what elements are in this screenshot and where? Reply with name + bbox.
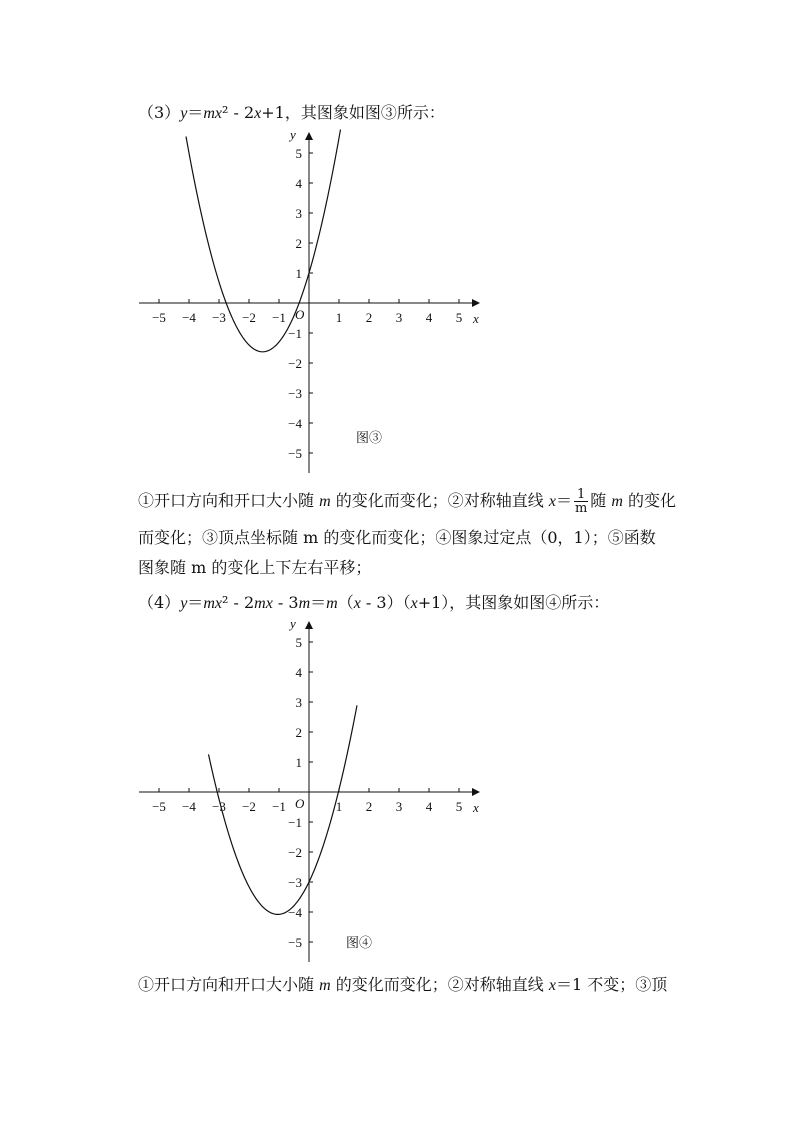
y-tick-label: −4 <box>288 416 302 431</box>
section4-notes-line1: ①开口方向和开口大小随 m 的变化而变化；②对称轴直线 x＝1 不变；③顶 <box>138 975 668 994</box>
x-tick-label: −5 <box>152 310 166 325</box>
y-tick-label: 4 <box>295 176 302 191</box>
y-tick-label: 1 <box>295 266 302 281</box>
y-tick-label: −5 <box>288 446 302 461</box>
fraction: $\frac{1}{m}$ <box>574 487 588 516</box>
y-axis-name: y <box>290 616 296 631</box>
y-tick-label: −4 <box>288 905 302 920</box>
x-tick-label: −3 <box>212 799 226 814</box>
y-tick-label: −2 <box>288 845 302 860</box>
x-tick-label: −2 <box>242 310 256 325</box>
y-tick-label: 5 <box>295 635 302 650</box>
x-tick-label: −3 <box>212 310 226 325</box>
x-tick-label: −1 <box>272 799 286 814</box>
y-tick-label: 4 <box>295 665 302 680</box>
y-tick-label: −3 <box>288 875 302 890</box>
y-tick-label: 2 <box>295 236 302 251</box>
y-tick-label: 2 <box>295 725 302 740</box>
x-tick-label: 4 <box>425 310 433 325</box>
y-tick-label: 1 <box>295 755 302 770</box>
y-tick-label: −1 <box>288 326 302 341</box>
x-tick-label: 2 <box>365 310 373 325</box>
x-tick-label: 1 <box>335 799 343 814</box>
x-tick-label: 3 <box>395 310 403 325</box>
section3-heading: （3）y＝mx² - 2x+1，其图象如图③所示： <box>138 103 445 122</box>
y-tick-label: −3 <box>288 386 302 401</box>
y-tick-label: 3 <box>295 695 302 710</box>
y-tick-label: 3 <box>295 206 302 221</box>
x-tick-label: 1 <box>335 310 343 325</box>
x-axis-name: x <box>473 800 479 815</box>
x-tick-label: 3 <box>395 799 403 814</box>
x-tick-label: −1 <box>272 310 286 325</box>
section4-heading: （4）y＝mx² - 2mx - 3m＝m（x - 3）（x+1），其图象如图④所示： <box>138 593 610 612</box>
x-tick-label: −5 <box>152 799 166 814</box>
x-tick-label: 5 <box>455 799 463 814</box>
x-tick-label: −2 <box>242 799 256 814</box>
parabola-curve <box>186 130 341 352</box>
figure-caption: 图③ <box>356 430 383 445</box>
section3-notes-line1: ①开口方向和开口大小随 m 的变化而变化；②对称轴直线 x＝ $\frac{1}{m}$ 随 m 的变化 <box>138 487 677 516</box>
origin-label: O <box>295 307 305 322</box>
section3-notes-line3: 图象随 m 的变化上下左右平移； <box>138 558 372 577</box>
y-tick-label: −5 <box>288 935 302 950</box>
figure-4-graph <box>139 616 479 962</box>
x-tick-label: 2 <box>365 799 373 814</box>
section3-notes-line2: 而变化；③顶点坐标随 m 的变化而变化；④图象过定点（0，1）；⑤函数 <box>138 528 656 547</box>
y-tick-label: 5 <box>295 146 302 161</box>
figure-caption: 图④ <box>346 935 373 950</box>
origin-label: O <box>295 796 305 811</box>
x-axis-name: x <box>473 311 479 326</box>
y-axis-name: y <box>290 127 296 142</box>
x-tick-label: −4 <box>182 310 196 325</box>
x-tick-label: 4 <box>425 799 433 814</box>
figure-3-graph <box>139 127 479 473</box>
y-tick-label: −1 <box>288 815 302 830</box>
y-tick-label: −2 <box>288 356 302 371</box>
x-tick-label: 5 <box>455 310 463 325</box>
x-tick-label: −4 <box>182 799 196 814</box>
